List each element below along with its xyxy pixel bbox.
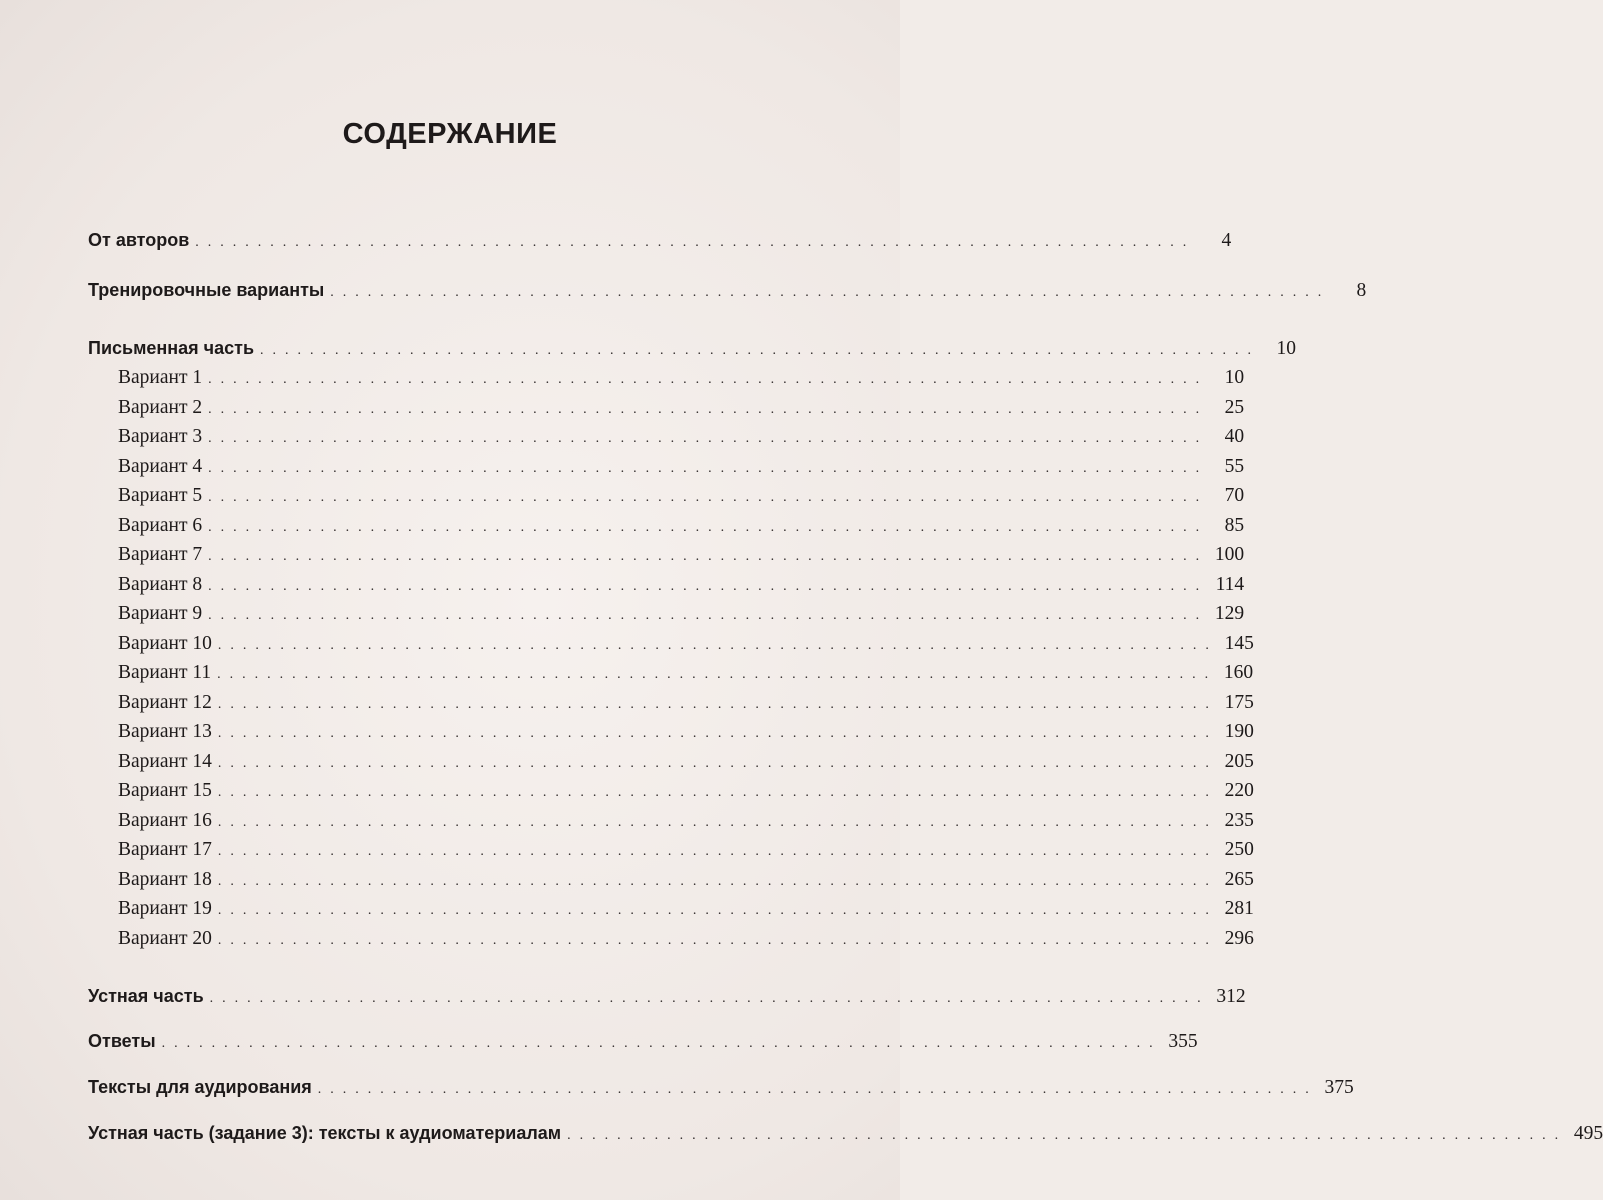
toc-entry-label: Вариант 3 <box>118 426 203 447</box>
toc-entry <box>118 719 1254 745</box>
toc-entry-page: 495 <box>1573 1123 1603 1144</box>
toc-entry <box>88 1028 1198 1054</box>
toc-entry-label: Ответы <box>88 1031 156 1051</box>
leader-dots: ................................................................................ <box>217 726 1218 741</box>
leader-dots: ................................................................................ <box>209 991 1210 1006</box>
toc-entry <box>118 690 1254 716</box>
toc-entry <box>118 749 1254 775</box>
toc-entry-page: 10 <box>1276 338 1297 359</box>
toc-entry-label: Вариант 18 <box>118 869 212 890</box>
leader-dots: ................................................................................ <box>217 667 1218 682</box>
toc-entry-label: Вариант 13 <box>118 721 212 742</box>
toc-entry-page: 129 <box>1214 603 1245 624</box>
leader-dots: ................................................................................ <box>217 933 1218 948</box>
toc-entry-label: Вариант 8 <box>118 574 203 595</box>
leader-dots: ................................................................................ <box>208 579 1209 594</box>
leader-dots: ................................................................................ <box>208 372 1209 387</box>
toc-entry-page: 265 <box>1224 869 1254 890</box>
toc-entry <box>118 660 1254 686</box>
toc-entry-label: Письменная часть <box>88 338 255 358</box>
page-title: СОДЕРЖАНИЕ <box>342 118 558 150</box>
toc-entry-label: Вариант 5 <box>118 485 203 506</box>
leader-dots: ................................................................................ <box>260 343 1261 358</box>
leader-dots: ................................................................................ <box>217 756 1218 771</box>
toc-entry-page: 100 <box>1214 544 1245 565</box>
toc-entry-page: 55 <box>1224 456 1245 477</box>
toc-entry-label: Тексты для аудирования <box>88 1077 312 1097</box>
leader-dots: ................................................................................ <box>217 638 1218 653</box>
leader-dots: ................................................................................ <box>208 431 1209 446</box>
toc-entry-label: Вариант 14 <box>118 751 212 772</box>
toc-entry-label: Вариант 2 <box>118 397 203 418</box>
toc-entry <box>118 601 1245 627</box>
toc-entry-page: 4 <box>1221 230 1232 251</box>
toc-entry-label: Вариант 6 <box>118 515 203 536</box>
toc-entry-page: 40 <box>1224 426 1245 447</box>
toc-entry-page: 205 <box>1224 751 1254 772</box>
toc-entry-page: 235 <box>1224 810 1254 831</box>
leader-dots: ................................................................................ <box>217 874 1218 889</box>
leader-dots: ................................................................................ <box>161 1036 1162 1051</box>
toc-entry <box>118 837 1254 863</box>
toc-entry <box>118 395 1245 421</box>
toc-entry <box>118 926 1254 952</box>
toc-entry <box>118 483 1245 509</box>
toc-entry <box>88 983 1246 1009</box>
toc-entry-label: Вариант 10 <box>118 633 212 654</box>
toc-entry <box>118 631 1254 657</box>
leader-dots: ................................................................................ <box>217 785 1218 800</box>
toc-entry <box>118 454 1245 480</box>
toc-entry-label: Вариант 9 <box>118 603 203 624</box>
toc-entry-label: От авторов <box>88 230 190 250</box>
toc-entry-label: Вариант 16 <box>118 810 212 831</box>
leader-dots: ................................................................................ <box>217 844 1218 859</box>
toc-entry-label: Вариант 15 <box>118 780 212 801</box>
toc-entry <box>118 542 1245 568</box>
toc-entry-label: Тренировочные варианты <box>88 280 325 300</box>
toc-entry-page: 114 <box>1215 574 1245 595</box>
toc-entry-page: 355 <box>1168 1031 1198 1052</box>
toc-entry-page: 145 <box>1224 633 1254 654</box>
toc-entry-label: Устная часть (задание 3): тексты к аудиоматериалам <box>88 1123 562 1143</box>
toc-entry-page: 10 <box>1224 367 1245 388</box>
leader-dots: ................................................................................ <box>330 285 1331 300</box>
toc-entry <box>118 867 1254 893</box>
toc-entry <box>88 277 1367 303</box>
toc-entry-label: Вариант 1 <box>118 367 203 388</box>
leader-dots: ................................................................................ <box>567 1128 1568 1143</box>
toc-entry-label: Вариант 17 <box>118 839 212 860</box>
toc-entry <box>88 335 1297 361</box>
toc-entry <box>118 513 1245 539</box>
leader-dots: ................................................................................ <box>195 235 1196 250</box>
toc-entry-page: 296 <box>1224 928 1254 949</box>
toc-entry <box>88 1074 1354 1100</box>
leader-dots: ................................................................................ <box>217 697 1218 712</box>
toc-entry-page: 312 <box>1216 986 1246 1007</box>
leader-dots: ................................................................................ <box>208 461 1209 476</box>
toc-entry-label: Устная часть <box>88 986 204 1006</box>
toc-entry-page: 160 <box>1223 662 1254 683</box>
toc-entry-label: Вариант 7 <box>118 544 203 565</box>
toc-entry-label: Вариант 11 <box>118 662 212 683</box>
leader-dots: ................................................................................ <box>208 402 1209 417</box>
toc-entry <box>118 572 1245 598</box>
toc-entry-label: Вариант 20 <box>118 928 212 949</box>
toc-entry <box>118 365 1245 391</box>
toc-entry <box>118 424 1245 450</box>
leader-dots: ................................................................................ <box>317 1082 1318 1097</box>
toc-entry-label: Вариант 4 <box>118 456 203 477</box>
toc-entry-label: Вариант 12 <box>118 692 212 713</box>
toc-entry <box>118 896 1254 922</box>
leader-dots: ................................................................................ <box>208 608 1209 623</box>
toc-entry <box>88 227 1232 253</box>
toc-entry-page: 175 <box>1224 692 1254 713</box>
toc-entry <box>88 1120 1603 1146</box>
toc-entry-page: 250 <box>1224 839 1254 860</box>
toc-entry <box>118 808 1254 834</box>
leader-dots: ................................................................................ <box>208 520 1209 535</box>
toc-entry-page: 220 <box>1224 780 1254 801</box>
toc-entry-page: 85 <box>1224 515 1245 536</box>
toc-entry-page: 281 <box>1224 898 1254 919</box>
toc-entry-page: 8 <box>1356 280 1367 301</box>
toc-entry-page: 190 <box>1224 721 1254 742</box>
toc-entry <box>118 778 1254 804</box>
toc-entry-label: Вариант 19 <box>118 898 212 919</box>
leader-dots: ................................................................................ <box>208 549 1209 564</box>
leader-dots: ................................................................................ <box>208 490 1209 505</box>
leader-dots: ................................................................................ <box>217 903 1218 918</box>
toc-entry-page: 375 <box>1324 1077 1354 1098</box>
toc-entry-page: 70 <box>1224 485 1245 506</box>
toc-entry-page: 25 <box>1224 397 1245 418</box>
leader-dots: ................................................................................ <box>217 815 1218 830</box>
